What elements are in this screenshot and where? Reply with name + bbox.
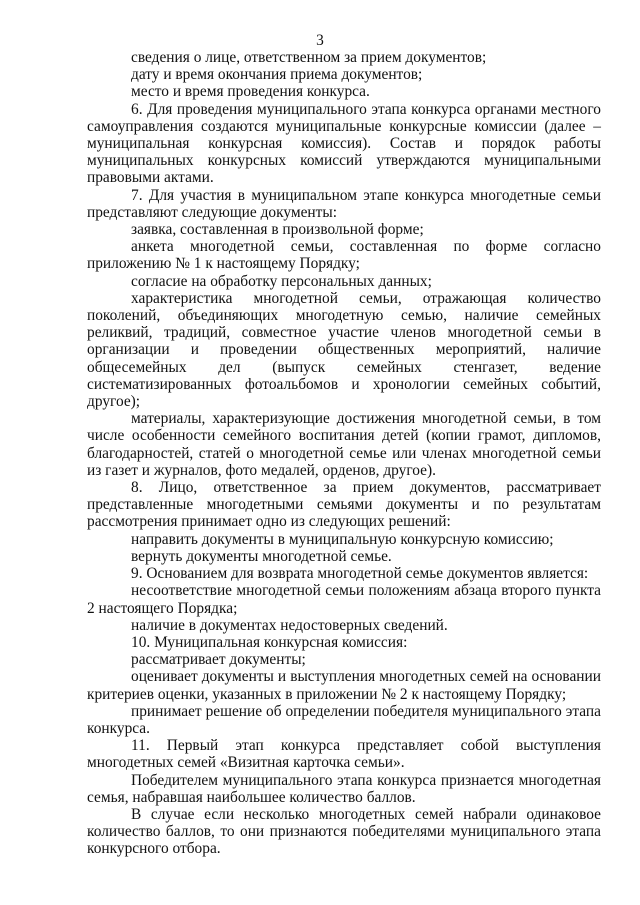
paragraph-contact-person: сведения о лице, ответственном за прием документов; xyxy=(131,49,487,66)
paragraph-forward-documents: направить документы в муниципальную конкурсную комиссию; xyxy=(131,530,554,548)
paragraph-evaluates: оценивает документы и выступления многодетных семей на основании критериев оценки, указанных в приложении № 2 к настоящему Порядку; xyxy=(87,668,601,703)
paragraph-nonconformity: несоответствие многодетной семьи положениям абзаца второго пункта 2 настоящего Порядка; xyxy=(87,582,601,617)
paragraph-item-6: 6. Для проведения муниципального этапа конкурса органами местного самоуправления создаются муниципальные конкурсные комиссии (далее – муниципальная конкурсная комиссия). Состав и порядок работы муниципальных конкурсных комиссий утверждаются муниципальными правовыми актами. xyxy=(87,100,601,187)
paragraph-reviews-documents: рассматривает документы; xyxy=(131,651,306,669)
paragraph-item-10: 10. Муниципальная конкурсная комиссия: xyxy=(131,633,408,651)
paragraph-item-8: 8. Лицо, ответственное за прием документов, рассматривает представленные многодетными семьями документы и по результатам рассмотрения принимает одно из следующих решений: xyxy=(87,479,601,531)
paragraph-item-11: 11. Первый этап конкурса представляет собой выступления многодетных семей «Визитная карточка семьи». xyxy=(87,737,601,772)
paragraph-false-info: наличие в документах недостоверных сведений. xyxy=(131,616,448,634)
paragraph-application: заявка, составленная в произвольной форме; xyxy=(131,221,424,239)
paragraph-consent: согласие на обработку персональных данных; xyxy=(131,272,432,290)
paragraph-item-9: 9. Основанием для возврата многодетной семье документов является: xyxy=(131,565,589,583)
paragraph-item-7: 7. Для участия в муниципальном этапе конкурса многодетные семьи представляют следующие документы: xyxy=(87,186,601,221)
paragraph-deadline: дату и время окончания приема документов; xyxy=(131,66,423,84)
paragraph-materials: материалы, характеризующие достижения многодетной семьи, в том числе особенности семейного воспитания детей (копии грамот, дипломов, благодарностей, статей о многодетной семье или членах многодетной семьи из газет и журналов, фото медалей, орденов, другое). xyxy=(87,410,601,479)
paragraph-characteristics: характеристика многодетной семьи, отражающая количество поколений, объединяющих многодетную семью, наличие семейных реликвий, традиций, совместное участие членов многодетной семьи в организации и проведении общественных мероприятий, наличие общесемейных дел (выпуск семейных стенгазет, ведение систематизированных фотоальбомов и хронологии семейных событий, другое); xyxy=(87,289,601,411)
paragraph-return-documents: вернуть документы многодетной семье. xyxy=(131,547,392,565)
document-body xyxy=(87,49,601,858)
page-number: 3 xyxy=(316,32,324,49)
paragraph-questionnaire: анкета многодетной семьи, составленная по форме согласно приложению № 1 к настоящему Порядку; xyxy=(87,238,601,273)
paragraph-tie: В случае если несколько многодетных семей набрали одинаковое количество баллов, то они признаются победителями муниципального этапа конкурсного отбора. xyxy=(87,805,601,858)
paragraph-venue: место и время проведения конкурса. xyxy=(131,83,370,101)
paragraph-decides: принимает решение об определении победителя муниципального этапа конкурса. xyxy=(87,702,601,737)
paragraph-winner: Победителем муниципального этапа конкурса признается многодетная семья, набравшая наибольшее количество баллов. xyxy=(87,771,601,806)
